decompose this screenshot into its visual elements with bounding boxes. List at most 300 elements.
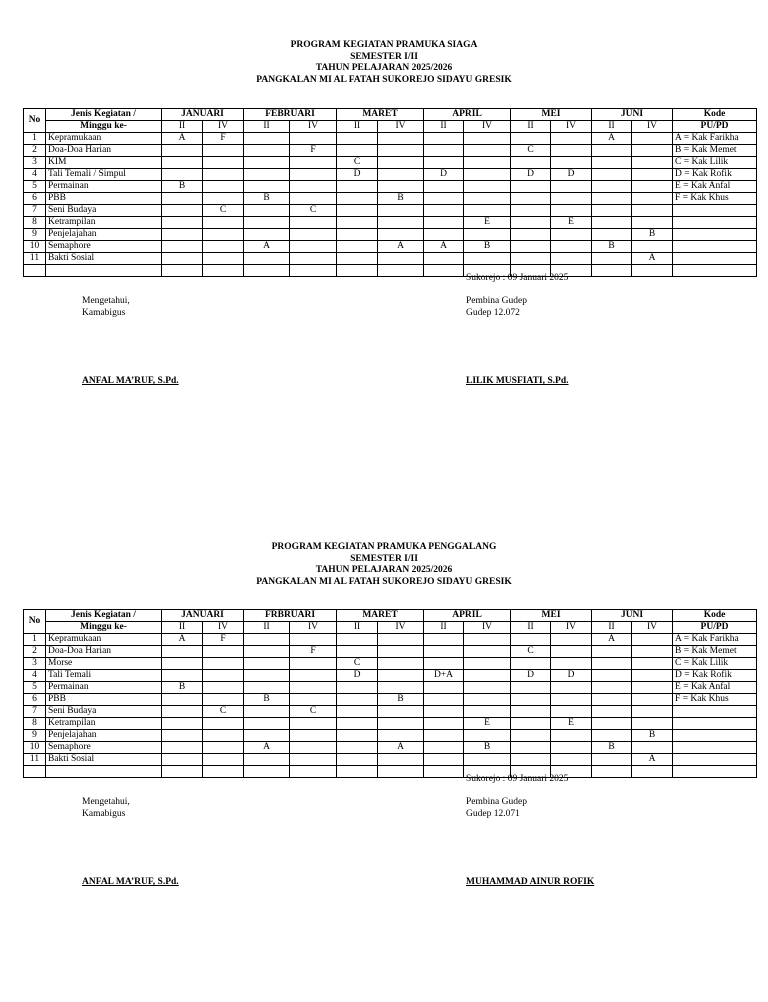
schedule-cell <box>203 217 244 229</box>
kode-cell: C = Kak Lilik <box>673 658 757 670</box>
week-header: IV <box>632 622 673 634</box>
empty-cell <box>162 766 203 778</box>
table-row <box>24 205 757 217</box>
schedule-cell <box>464 706 511 718</box>
schedule-cell <box>337 181 378 193</box>
table-row <box>24 670 757 682</box>
schedule-cell <box>244 253 290 265</box>
left-signer-name: ANFAL MA’RUF, S.Pd. <box>82 376 179 386</box>
schedule-cell <box>464 730 511 742</box>
schedule-cell <box>424 718 464 730</box>
schedule-cell <box>244 217 290 229</box>
table-row <box>24 754 757 766</box>
schedule-cell <box>337 241 378 253</box>
empty-cell <box>673 265 757 277</box>
right-signer-line1: Pembina Gudep <box>466 797 527 807</box>
row-number: 8 <box>24 718 46 730</box>
activity-name: Morse <box>46 658 162 670</box>
row-number: 3 <box>24 157 46 169</box>
schedule-cell <box>424 229 464 241</box>
schedule-cell <box>551 754 592 766</box>
schedule-cell <box>424 157 464 169</box>
col-no-header: No <box>24 610 46 634</box>
schedule-cell <box>244 670 290 682</box>
schedule-cell <box>464 205 511 217</box>
schedule-cell <box>162 706 203 718</box>
activity-name: Tali Temali <box>46 670 162 682</box>
schedule-cell <box>592 145 632 157</box>
row-number: 2 <box>24 145 46 157</box>
schedule-cell <box>290 181 337 193</box>
schedule-cell <box>290 253 337 265</box>
schedule-cell <box>337 730 378 742</box>
schedule-cell <box>632 133 673 145</box>
schedule-cell: F <box>290 646 337 658</box>
kode-cell: A = Kak Farikha <box>673 634 757 646</box>
schedule-cell <box>244 205 290 217</box>
table-row <box>24 169 757 181</box>
schedule-cell <box>424 253 464 265</box>
schedule-cell <box>378 253 424 265</box>
table-row <box>24 682 757 694</box>
schedule-cell <box>378 718 424 730</box>
schedule-cell <box>290 169 337 181</box>
week-header: II <box>244 622 290 634</box>
kode-cell: F = Kak Khus <box>673 193 757 205</box>
kode-cell: A = Kak Farikha <box>673 133 757 145</box>
schedule-cell <box>424 205 464 217</box>
table-row <box>24 133 757 145</box>
schedule-cell <box>424 193 464 205</box>
schedule-cell: D+A <box>424 670 464 682</box>
month-header: APRIL <box>424 610 511 622</box>
schedule-cell: D <box>337 169 378 181</box>
month-header: MEI <box>511 610 592 622</box>
week-header: IV <box>378 622 424 634</box>
schedule-cell <box>632 169 673 181</box>
schedule-cell <box>464 145 511 157</box>
schedule-cell <box>290 193 337 205</box>
right-signer-line2: Gudep 12.071 <box>466 808 520 819</box>
table-row <box>24 646 757 658</box>
schedule-cell <box>464 634 511 646</box>
empty-cell <box>46 265 162 277</box>
kode-cell <box>673 730 757 742</box>
left-signer-name: ANFAL MA’RUF, S.Pd. <box>82 877 179 887</box>
schedule-cell <box>511 181 551 193</box>
week-header: IV <box>632 121 673 133</box>
left-signer-line1: Mengetahui, <box>82 797 130 807</box>
schedule-cell <box>424 133 464 145</box>
activity-name: Kepramukaan <box>46 133 162 145</box>
schedule-cell: B <box>592 241 632 253</box>
schedule-cell <box>203 169 244 181</box>
schedule-cell <box>203 193 244 205</box>
week-header: IV <box>203 622 244 634</box>
schedule-cell: C <box>511 646 551 658</box>
table-row <box>24 181 757 193</box>
week-header: II <box>337 622 378 634</box>
schedule-cell <box>464 754 511 766</box>
schedule-cell <box>464 670 511 682</box>
title-line: PANGKALAN MI AL FATAH SUKOREJO SIDAYU GRESIK <box>256 576 512 587</box>
week-header: II <box>162 121 203 133</box>
schedule-cell: A <box>632 253 673 265</box>
schedule-cell <box>290 694 337 706</box>
week-header: II <box>337 121 378 133</box>
activity-name: Permainan <box>46 682 162 694</box>
schedule-cell <box>162 169 203 181</box>
schedule-cell <box>632 241 673 253</box>
schedule-cell: C <box>337 658 378 670</box>
schedule-cell <box>203 241 244 253</box>
schedule-cell <box>632 694 673 706</box>
week-header: II <box>592 121 632 133</box>
schedule-cell <box>464 253 511 265</box>
schedule-cell <box>424 730 464 742</box>
title-line: TAHUN PELAJARAN 2025/2026 <box>315 63 453 73</box>
week-header: IV <box>464 121 511 133</box>
schedule-cell: A <box>162 133 203 145</box>
table-row <box>24 706 757 718</box>
schedule-cell: B <box>162 682 203 694</box>
schedule-cell <box>378 706 424 718</box>
schedule-cell <box>592 694 632 706</box>
schedule-cell <box>511 133 551 145</box>
col-no-header: No <box>24 109 46 133</box>
schedule-cell <box>337 205 378 217</box>
schedule-cell: D <box>424 169 464 181</box>
table-row <box>24 157 757 169</box>
schedule-cell <box>244 754 290 766</box>
schedule-cell <box>551 157 592 169</box>
left-signer-line2: Kamabigus <box>82 307 126 318</box>
schedule-cell <box>203 730 244 742</box>
week-header: IV <box>464 622 511 634</box>
schedule-cell: D <box>551 169 592 181</box>
schedule-cell: A <box>244 241 290 253</box>
schedule-cell <box>162 229 203 241</box>
row-number: 7 <box>24 706 46 718</box>
schedule-cell: A <box>632 754 673 766</box>
month-header: FEBRUARI <box>244 109 337 121</box>
schedule-cell <box>378 157 424 169</box>
row-number: 10 <box>24 241 46 253</box>
empty-cell <box>632 766 673 778</box>
empty-row <box>24 766 757 778</box>
schedule-cell <box>632 181 673 193</box>
schedule-cell <box>244 133 290 145</box>
row-number: 6 <box>24 694 46 706</box>
schedule-cell <box>244 730 290 742</box>
activity-name: PBB <box>46 694 162 706</box>
activity-name: Permainan <box>46 181 162 193</box>
schedule-cell <box>551 241 592 253</box>
week-header: II <box>244 121 290 133</box>
row-number: 4 <box>24 670 46 682</box>
schedule-cell <box>244 145 290 157</box>
schedule-cell: E <box>464 217 511 229</box>
left-signer-role <box>82 296 130 319</box>
schedule-cell <box>162 205 203 217</box>
schedule-cell <box>337 133 378 145</box>
activity-name: Penjelajahan <box>46 730 162 742</box>
schedule-cell <box>592 157 632 169</box>
col-minggu-header: Minggu ke- <box>46 121 162 133</box>
empty-cell <box>24 766 46 778</box>
schedule-cell: A <box>162 634 203 646</box>
schedule-cell <box>424 634 464 646</box>
empty-cell <box>24 265 46 277</box>
schedule-cell: D <box>511 169 551 181</box>
left-signer-line1: Mengetahui, <box>82 296 130 306</box>
schedule-cell <box>244 682 290 694</box>
schedule-cell <box>290 730 337 742</box>
schedule-cell <box>511 682 551 694</box>
week-header: IV <box>203 121 244 133</box>
activity-name: Semaphore <box>46 241 162 253</box>
schedule-cell: C <box>203 706 244 718</box>
schedule-cell <box>162 670 203 682</box>
schedule-cell <box>592 646 632 658</box>
schedule-cell: B <box>592 742 632 754</box>
table-row <box>24 658 757 670</box>
table-row <box>24 241 757 253</box>
empty-cell <box>337 265 378 277</box>
schedule-cell <box>162 730 203 742</box>
schedule-cell: A <box>424 241 464 253</box>
schedule-cell <box>203 229 244 241</box>
schedule-cell: F <box>203 133 244 145</box>
schedule-cell <box>424 682 464 694</box>
activity-name: Seni Budaya <box>46 205 162 217</box>
kode-cell <box>673 706 757 718</box>
row-number: 2 <box>24 646 46 658</box>
row-number: 10 <box>24 742 46 754</box>
schedule-cell <box>203 253 244 265</box>
schedule-cell <box>244 181 290 193</box>
schedule-cell <box>632 217 673 229</box>
month-header: JUNI <box>592 610 673 622</box>
activity-name: Ketrampilan <box>46 718 162 730</box>
schedule-cell <box>290 229 337 241</box>
row-number: 7 <box>24 205 46 217</box>
schedule-cell <box>511 157 551 169</box>
schedule-cell <box>162 658 203 670</box>
schedule-cell <box>632 634 673 646</box>
schedule-cell <box>290 754 337 766</box>
empty-cell <box>424 766 464 778</box>
empty-cell <box>203 766 244 778</box>
schedule-cell <box>162 754 203 766</box>
schedule-cell <box>464 658 511 670</box>
schedule-cell <box>511 229 551 241</box>
month-header: JUNI <box>592 109 673 121</box>
schedule-cell: C <box>290 205 337 217</box>
schedule-cell <box>592 229 632 241</box>
schedule-cell <box>592 754 632 766</box>
schedule-cell <box>244 634 290 646</box>
header-row-weeks <box>24 121 757 133</box>
schedule-cell <box>632 193 673 205</box>
schedule-cell <box>551 253 592 265</box>
schedule-cell <box>162 145 203 157</box>
row-number: 11 <box>24 253 46 265</box>
schedule-cell <box>632 145 673 157</box>
table-row <box>24 730 757 742</box>
right-signer-line1: Pembina Gudep <box>466 296 527 306</box>
activity-name: Doa-Doa Harian <box>46 646 162 658</box>
schedule-cell <box>337 634 378 646</box>
schedule-cell: B <box>244 694 290 706</box>
kode-cell: D = Kak Rofik <box>673 670 757 682</box>
table-row <box>24 253 757 265</box>
header-row-months <box>24 610 757 622</box>
kode-cell: B = Kak Memet <box>673 145 757 157</box>
schedule-cell <box>203 670 244 682</box>
month-header: MARET <box>337 610 424 622</box>
schedule-cell <box>203 157 244 169</box>
activity-name: Ketrampilan <box>46 217 162 229</box>
schedule-cell <box>511 718 551 730</box>
empty-cell <box>46 766 162 778</box>
schedule-cell <box>464 193 511 205</box>
month-header: FRBRUARI <box>244 610 337 622</box>
schedule-cell <box>378 169 424 181</box>
schedule-cell <box>290 682 337 694</box>
schedule-cell <box>632 718 673 730</box>
schedule-cell <box>551 706 592 718</box>
schedule-cell <box>592 718 632 730</box>
penggalang-title <box>0 542 768 588</box>
schedule-cell <box>290 217 337 229</box>
schedule-cell: A <box>592 133 632 145</box>
empty-cell <box>290 766 337 778</box>
empty-row <box>24 265 757 277</box>
week-header: II <box>511 121 551 133</box>
week-header: IV <box>290 121 337 133</box>
schedule-cell <box>378 205 424 217</box>
table-row <box>24 694 757 706</box>
right-signer-role <box>466 296 527 319</box>
table-row <box>24 217 757 229</box>
schedule-cell <box>162 253 203 265</box>
schedule-cell <box>464 229 511 241</box>
row-number: 6 <box>24 193 46 205</box>
schedule-cell <box>162 241 203 253</box>
schedule-cell <box>464 646 511 658</box>
schedule-cell: C <box>337 157 378 169</box>
schedule-cell: E <box>551 718 592 730</box>
schedule-cell <box>203 754 244 766</box>
schedule-cell <box>632 646 673 658</box>
kode-cell <box>673 205 757 217</box>
kode-cell: C = Kak Lilik <box>673 157 757 169</box>
col-kode-header: Kode <box>673 109 757 121</box>
schedule-cell <box>337 229 378 241</box>
schedule-cell <box>511 241 551 253</box>
schedule-cell <box>244 658 290 670</box>
kode-cell <box>673 742 757 754</box>
row-number: 3 <box>24 658 46 670</box>
schedule-cell <box>244 718 290 730</box>
schedule-cell <box>551 658 592 670</box>
schedule-cell <box>592 682 632 694</box>
schedule-cell <box>424 694 464 706</box>
kode-cell <box>673 217 757 229</box>
month-header: APRIL <box>424 109 511 121</box>
empty-cell <box>162 265 203 277</box>
schedule-cell <box>551 145 592 157</box>
kode-cell <box>673 253 757 265</box>
schedule-cell: D <box>511 670 551 682</box>
schedule-cell <box>551 742 592 754</box>
activity-name: Tali Temali / Simpul <box>46 169 162 181</box>
activity-name: Penjelajahan <box>46 229 162 241</box>
kode-cell <box>673 241 757 253</box>
row-number: 5 <box>24 181 46 193</box>
schedule-cell <box>551 193 592 205</box>
left-signer-role <box>82 797 130 820</box>
penggalang-program-table <box>23 609 757 778</box>
schedule-cell: D <box>551 670 592 682</box>
schedule-cell <box>290 658 337 670</box>
schedule-cell <box>162 193 203 205</box>
schedule-cell <box>424 754 464 766</box>
schedule-cell <box>378 181 424 193</box>
schedule-cell: B <box>378 193 424 205</box>
schedule-cell <box>378 730 424 742</box>
activity-name: Seni Budaya <box>46 706 162 718</box>
schedule-cell <box>464 682 511 694</box>
schedule-cell <box>592 706 632 718</box>
schedule-cell <box>511 754 551 766</box>
schedule-cell <box>632 205 673 217</box>
activity-name: KIM <box>46 157 162 169</box>
schedule-cell <box>592 253 632 265</box>
schedule-cell <box>290 157 337 169</box>
right-signer-name: LILIK MUSFIATI, S.Pd. <box>466 376 569 386</box>
schedule-cell <box>551 205 592 217</box>
schedule-cell: B <box>632 730 673 742</box>
empty-cell <box>244 766 290 778</box>
schedule-cell: F <box>290 145 337 157</box>
schedule-cell <box>290 718 337 730</box>
month-header: JANUARI <box>162 109 244 121</box>
schedule-cell <box>511 694 551 706</box>
header-row-weeks <box>24 622 757 634</box>
schedule-cell <box>511 205 551 217</box>
schedule-cell <box>244 706 290 718</box>
schedule-cell: E <box>551 217 592 229</box>
empty-cell <box>592 265 632 277</box>
schedule-cell <box>632 670 673 682</box>
schedule-cell <box>244 229 290 241</box>
kode-cell <box>673 754 757 766</box>
kode-cell: B = Kak Memet <box>673 646 757 658</box>
schedule-cell <box>592 169 632 181</box>
week-header: II <box>162 622 203 634</box>
header-row-months <box>24 109 757 121</box>
left-signer-line2: Kamabigus <box>82 808 126 819</box>
kode-cell: E = Kak Anfal <box>673 181 757 193</box>
schedule-cell <box>244 646 290 658</box>
empty-cell <box>203 265 244 277</box>
activity-name: Bakti Sosial <box>46 253 162 265</box>
empty-cell <box>673 766 757 778</box>
schedule-cell <box>632 742 673 754</box>
empty-cell <box>378 265 424 277</box>
